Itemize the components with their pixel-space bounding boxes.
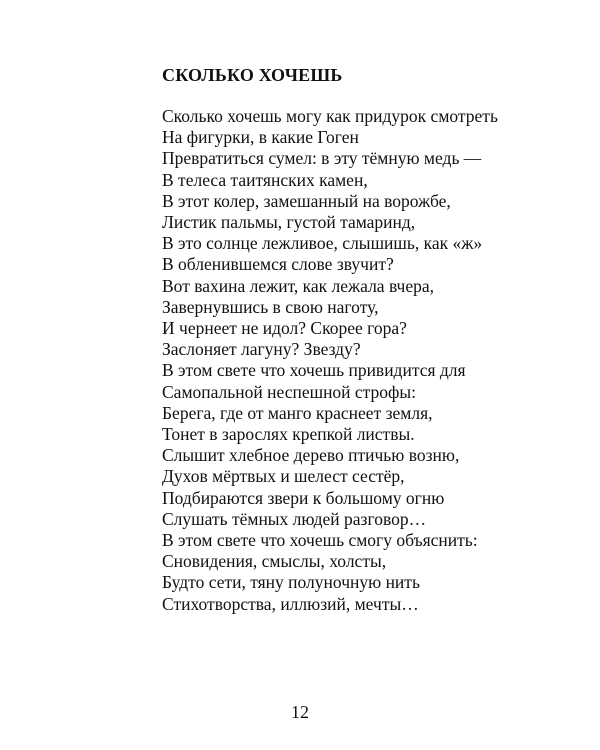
- poem-line: В телеса таитянских камен,: [162, 169, 368, 190]
- poem-line: Заслоняет лагуну? Звезду?: [162, 339, 361, 360]
- poem-line: Будто сети, тяну полуночную нить: [162, 572, 420, 593]
- poem-line: Берега, где от манго краснеет земля,: [162, 402, 433, 423]
- poem-line: В это солнце лежливое, слышишь, как «ж»: [162, 233, 483, 254]
- poem-line: Завернувшись в свою наготу,: [162, 296, 379, 317]
- poem-line: Слушать тёмных людей разговор…: [162, 508, 427, 529]
- poem-line: Листик пальмы, густой тамаринд,: [162, 212, 416, 233]
- poem-line: Слышит хлебное дерево птичью возню,: [162, 445, 460, 466]
- poem-line: Самопальной неспешной строфы:: [162, 381, 417, 402]
- poem-line: Превратиться сумел: в эту тёмную медь —: [162, 148, 482, 169]
- poem-line: Сновидения, смыслы, холсты,: [162, 551, 387, 572]
- page-number: 12: [291, 702, 309, 722]
- poem-line: Стихотворства, иллюзий, мечты…: [162, 593, 419, 614]
- poem-line: Вот вахина лежит, как лежала вчера,: [162, 275, 435, 296]
- poem-line: Подбираются звери к большому огню: [162, 487, 445, 508]
- poem-body: [162, 106, 572, 615]
- poem-line: В этот колер, замешанный на ворожбе,: [162, 190, 451, 211]
- poem-line: В обленившемся слове звучит?: [162, 254, 394, 275]
- poem-line: В этом свете что хочешь привидится для: [162, 360, 466, 381]
- poem-line: И чернеет не идол? Скорее гора?: [162, 318, 407, 339]
- poem-line: Духов мёртвых и шелест сестёр,: [162, 466, 405, 487]
- poem-line: Тонет в зарослях крепкой листвы.: [162, 424, 415, 445]
- poem-title: СКОЛЬКО ХОЧЕШЬ: [162, 65, 343, 85]
- poem-line: Сколько хочешь могу как придурок смотреть: [162, 106, 498, 126]
- poem-line: На фигурки, в какие Гоген: [162, 127, 359, 148]
- poem-line: В этом свете что хочешь смогу объяснить:: [162, 530, 478, 551]
